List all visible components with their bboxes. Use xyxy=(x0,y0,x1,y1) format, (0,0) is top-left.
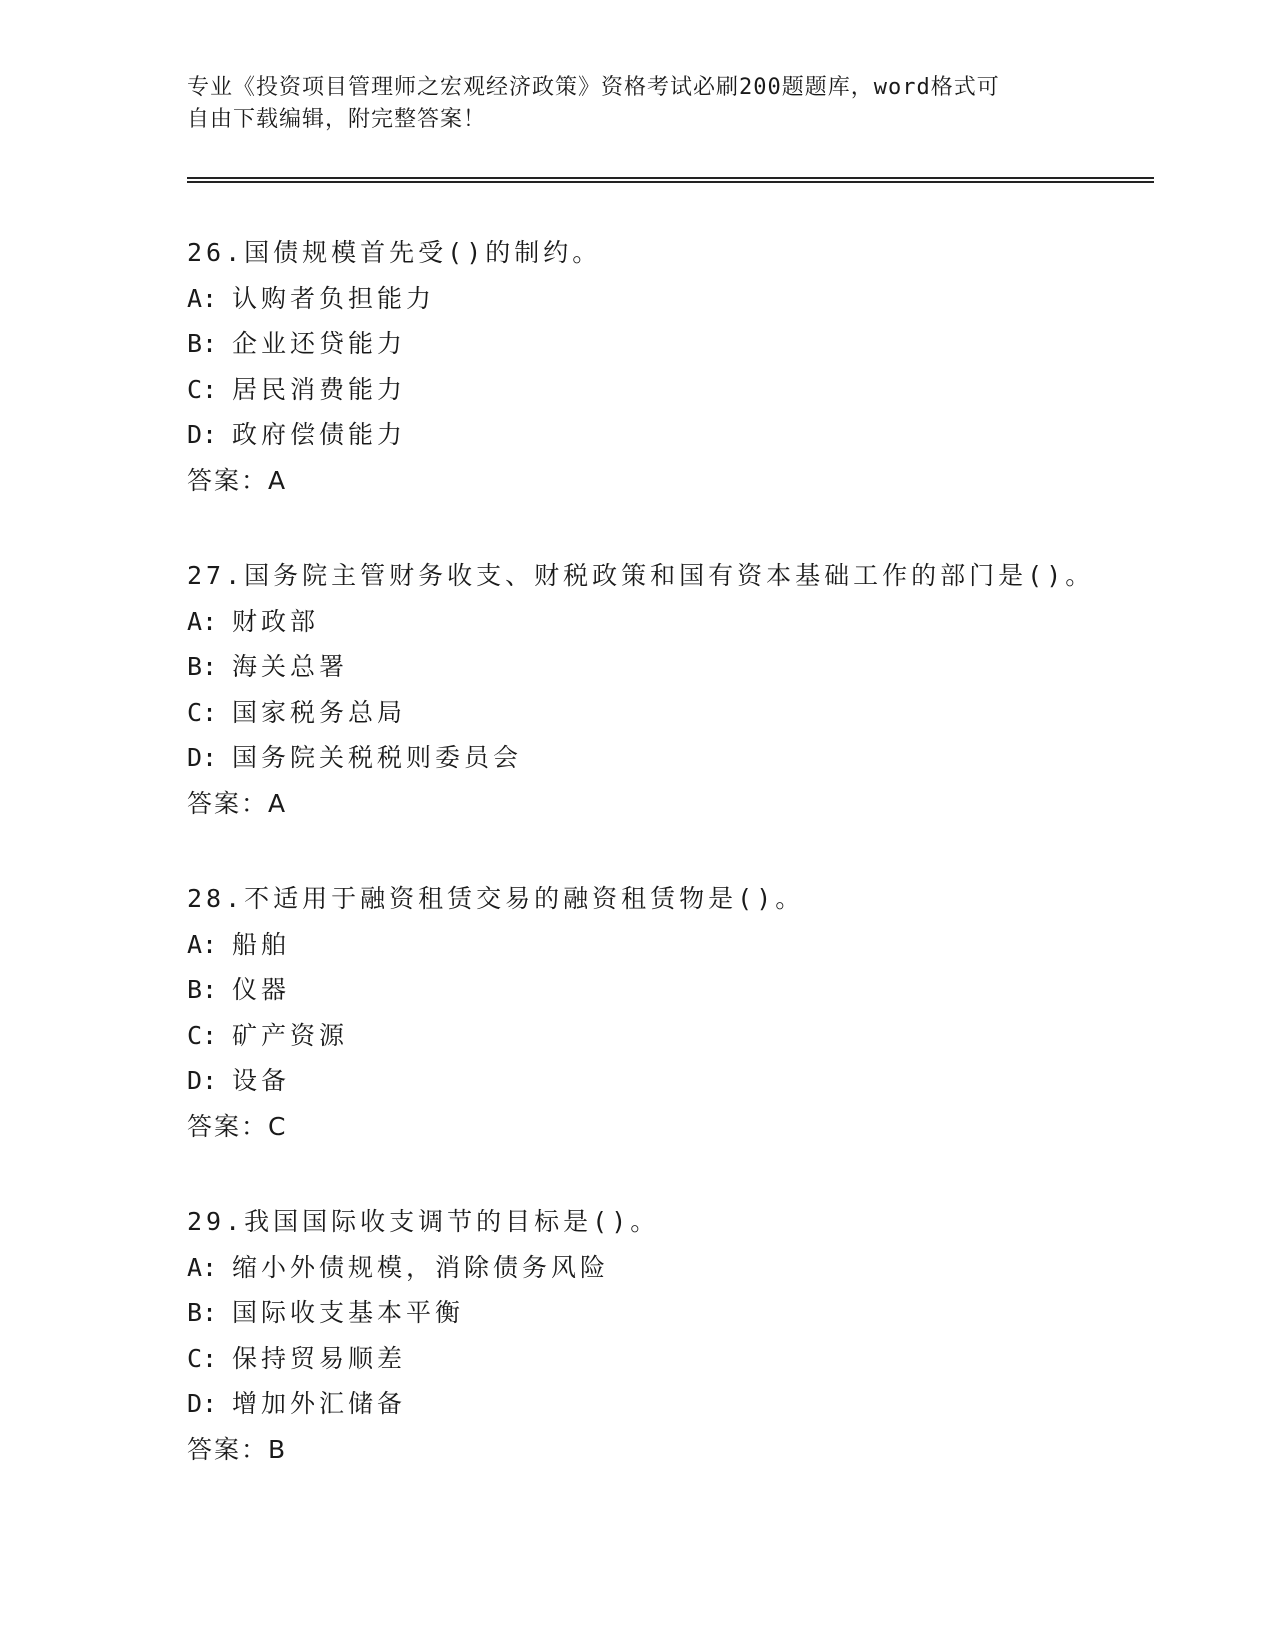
option-c xyxy=(187,1013,1147,1059)
question-list xyxy=(187,230,1147,1522)
option-text: 矿产资源 xyxy=(232,1020,349,1050)
option-letter: B: xyxy=(187,329,218,358)
option-letter: A: xyxy=(187,929,218,959)
option-c xyxy=(187,1336,1147,1382)
question-29 xyxy=(187,1199,1147,1472)
option-text: 设备 xyxy=(232,1066,291,1095)
option-text: 船舶 xyxy=(232,929,291,959)
question-stem: 27.国务院主管财务收支、财税政策和国有资本基础工作的部门是()。 xyxy=(187,561,1095,590)
option-c xyxy=(187,690,1147,736)
option-b xyxy=(187,967,1147,1013)
option-letter: A: xyxy=(187,606,218,636)
option-text: 国家税务总局 xyxy=(232,697,407,727)
option-text: 企业还贷能力 xyxy=(232,329,407,358)
question-stem: 28.不适用于融资租赁交易的融资租赁物是()。 xyxy=(187,884,805,913)
answer-line: 答案：A xyxy=(187,465,288,495)
option-text: 国务院关税税则委员会 xyxy=(232,743,523,772)
answer-line: 答案：A xyxy=(187,788,288,818)
option-b xyxy=(187,1290,1147,1336)
answer-line: 答案：C xyxy=(187,1111,288,1141)
option-letter: B: xyxy=(187,975,218,1004)
option-d xyxy=(187,735,1147,781)
option-d xyxy=(187,1381,1147,1427)
option-text: 财政部 xyxy=(232,606,320,636)
header-line-1: 专业《投资项目管理师之宏观经济政策》资格考试必刷200题题库，word格式可 xyxy=(187,75,1000,100)
option-letter: C: xyxy=(187,697,218,727)
option-text: 仪器 xyxy=(232,975,291,1004)
option-letter: B: xyxy=(187,1298,218,1327)
option-text: 保持贸易顺差 xyxy=(232,1343,407,1373)
option-text: 政府偿债能力 xyxy=(232,420,407,449)
option-d xyxy=(187,412,1147,458)
option-c xyxy=(187,367,1147,413)
document-header xyxy=(187,72,1087,136)
header-line-2: 自由下载编辑，附完整答案！ xyxy=(187,107,487,132)
answer-line: 答案：B xyxy=(187,1434,288,1464)
option-letter: D: xyxy=(187,1389,218,1418)
option-text: 认购者负担能力 xyxy=(232,283,436,313)
question-26 xyxy=(187,230,1147,503)
option-b xyxy=(187,644,1147,690)
option-text: 国际收支基本平衡 xyxy=(232,1298,465,1327)
question-28 xyxy=(187,876,1147,1149)
option-letter: C: xyxy=(187,1343,218,1373)
question-stem: 26.国债规模首先受()的制约。 xyxy=(187,238,602,267)
option-letter: C: xyxy=(187,374,218,404)
option-letter: C: xyxy=(187,1020,218,1050)
option-letter: D: xyxy=(187,1066,218,1095)
question-27 xyxy=(187,553,1147,826)
option-a xyxy=(187,922,1147,968)
option-a xyxy=(187,599,1147,645)
option-b xyxy=(187,321,1147,367)
option-letter: B: xyxy=(187,652,218,681)
option-text: 居民消费能力 xyxy=(232,374,407,404)
option-letter: D: xyxy=(187,743,218,772)
option-letter: A: xyxy=(187,283,218,313)
option-letter: D: xyxy=(187,420,218,449)
option-text: 增加外汇储备 xyxy=(232,1389,407,1418)
option-a xyxy=(187,276,1147,322)
option-letter: A: xyxy=(187,1252,218,1282)
option-a xyxy=(187,1245,1147,1291)
option-d xyxy=(187,1058,1147,1104)
header-double-rule xyxy=(187,177,1154,183)
option-text: 缩小外债规模，消除债务风险 xyxy=(232,1252,610,1282)
option-text: 海关总署 xyxy=(232,652,349,681)
question-stem: 29.我国国际收支调节的目标是()。 xyxy=(187,1207,660,1236)
